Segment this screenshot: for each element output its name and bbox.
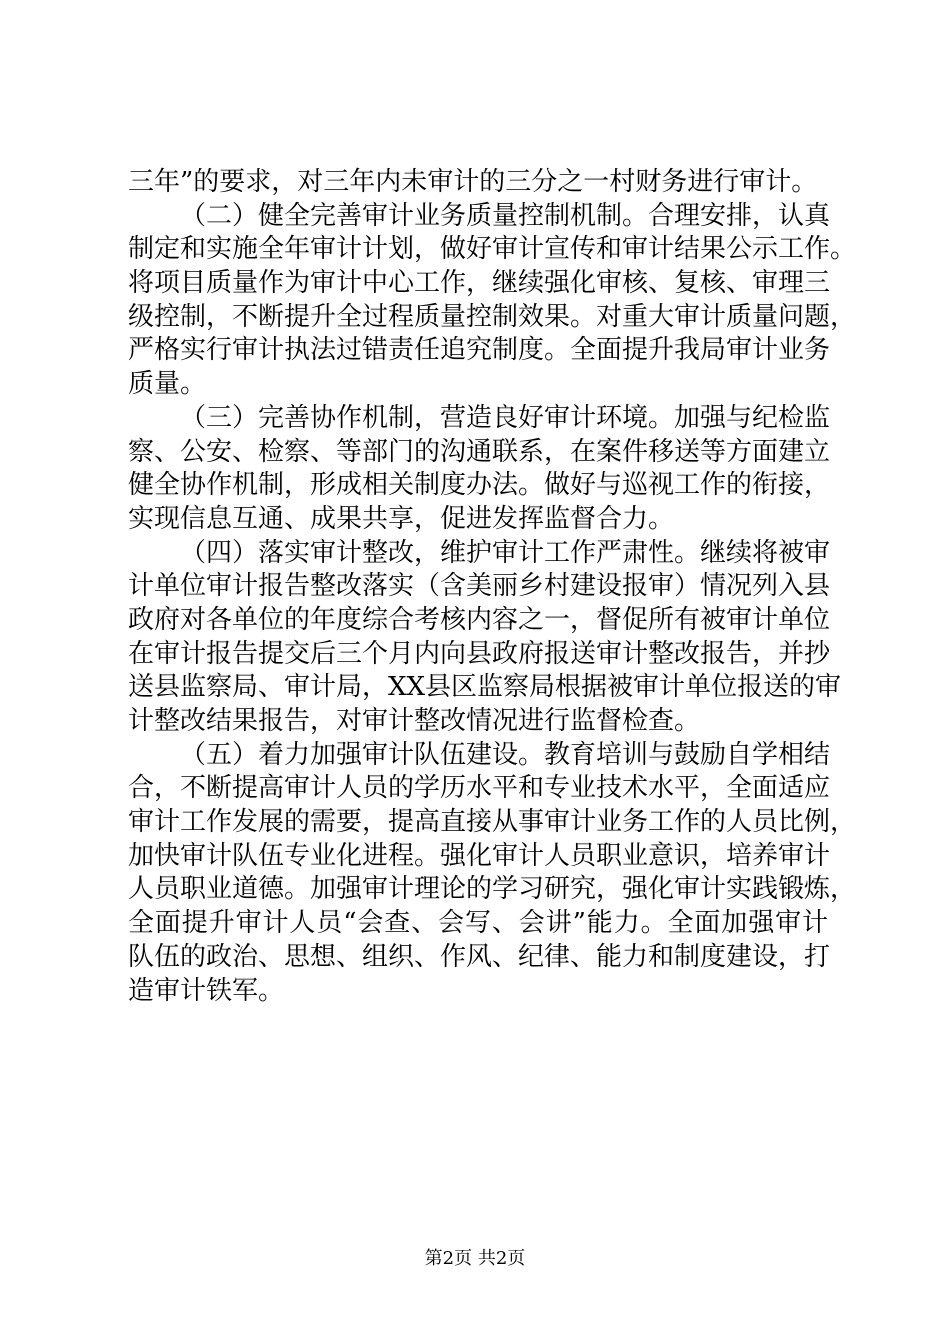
body-text-line: 察、公安、检察、等部门的沟通联系，在案件移送等方面建立 xyxy=(128,436,831,467)
body-text-line: 质量。 xyxy=(128,369,207,400)
body-text-line: 制定和实施全年审计计划，做好审计宣传和审计结果公示工作。 xyxy=(128,234,857,265)
body-text-line: 队伍的政治、思想、组织、作风、纪律、能力和制度建设，打 xyxy=(128,941,831,972)
body-text-line: （五）着力加强审计队伍建设。教育培训与鼓励自学相结 xyxy=(180,739,831,770)
body-text-line: （四）落实审计整改，维护审计工作严肃性。继续将被审 xyxy=(180,537,831,568)
body-text-line: 严格实行审计执法过错责任追究制度。全面提升我局审计业务 xyxy=(128,335,831,366)
body-text-line: 合，不断提高审计人员的学历水平和专业技术水平，全面适应 xyxy=(128,773,831,804)
body-text-line: （二）健全完善审计业务质量控制机制。合理安排，认真 xyxy=(180,200,831,231)
page-footer: 第2页 共2页 xyxy=(424,1248,526,1269)
body-text-line: 政府对各单位的年度综合考核内容之一，督促所有被审计单位 xyxy=(128,604,831,635)
body-text-line: 三年”的要求，对三年内未审计的三分之一村财务进行审计。 xyxy=(128,167,818,197)
body-text-line: （三）完善协作机制，营造良好审计环境。加强与纪检监 xyxy=(180,402,831,433)
body-text-line: 计单位审计报告整改落实（含美丽乡村建设报审）情况列入县 xyxy=(128,571,831,602)
body-text-line: 送县监察局、审计局，XX县区监察局根据被审计单位报送的审 xyxy=(128,672,842,703)
body-text-line: 实现信息互通、成果共享，促进发挥监督合力。 xyxy=(128,503,675,534)
body-text-line: 人员职业道德。加强审计理论的学习研究，强化审计实践锻炼， xyxy=(128,874,857,905)
body-text-line: 在审计报告提交后三个月内向县政府报送审计整改报告，并抄 xyxy=(128,638,831,669)
body-text-line: 造审计铁军。 xyxy=(128,975,285,1006)
document-body xyxy=(128,166,857,1008)
body-text-line: 全面提升审计人员“会查、会写、会讲”能力。全面加强审计 xyxy=(128,908,828,939)
body-text-line: 将项目质量作为审计中心工作，继续强化审核、复核、审理三 xyxy=(128,268,831,299)
body-text-line: 计整改结果报告，对审计整改情况进行监督检查。 xyxy=(128,706,701,736)
body-text-line: 级控制，不断提升全过程质量控制效果。对重大审计质量问题， xyxy=(128,301,857,332)
body-text-line: 加快审计队伍专业化进程。强化审计人员职业意识，培养审计 xyxy=(128,840,831,871)
body-text-line: 审计工作发展的需要，提高直接从事审计业务工作的人员比例， xyxy=(128,807,857,838)
body-text-line: 健全协作机制，形成相关制度办法。做好与巡视工作的衔接， xyxy=(128,470,831,501)
